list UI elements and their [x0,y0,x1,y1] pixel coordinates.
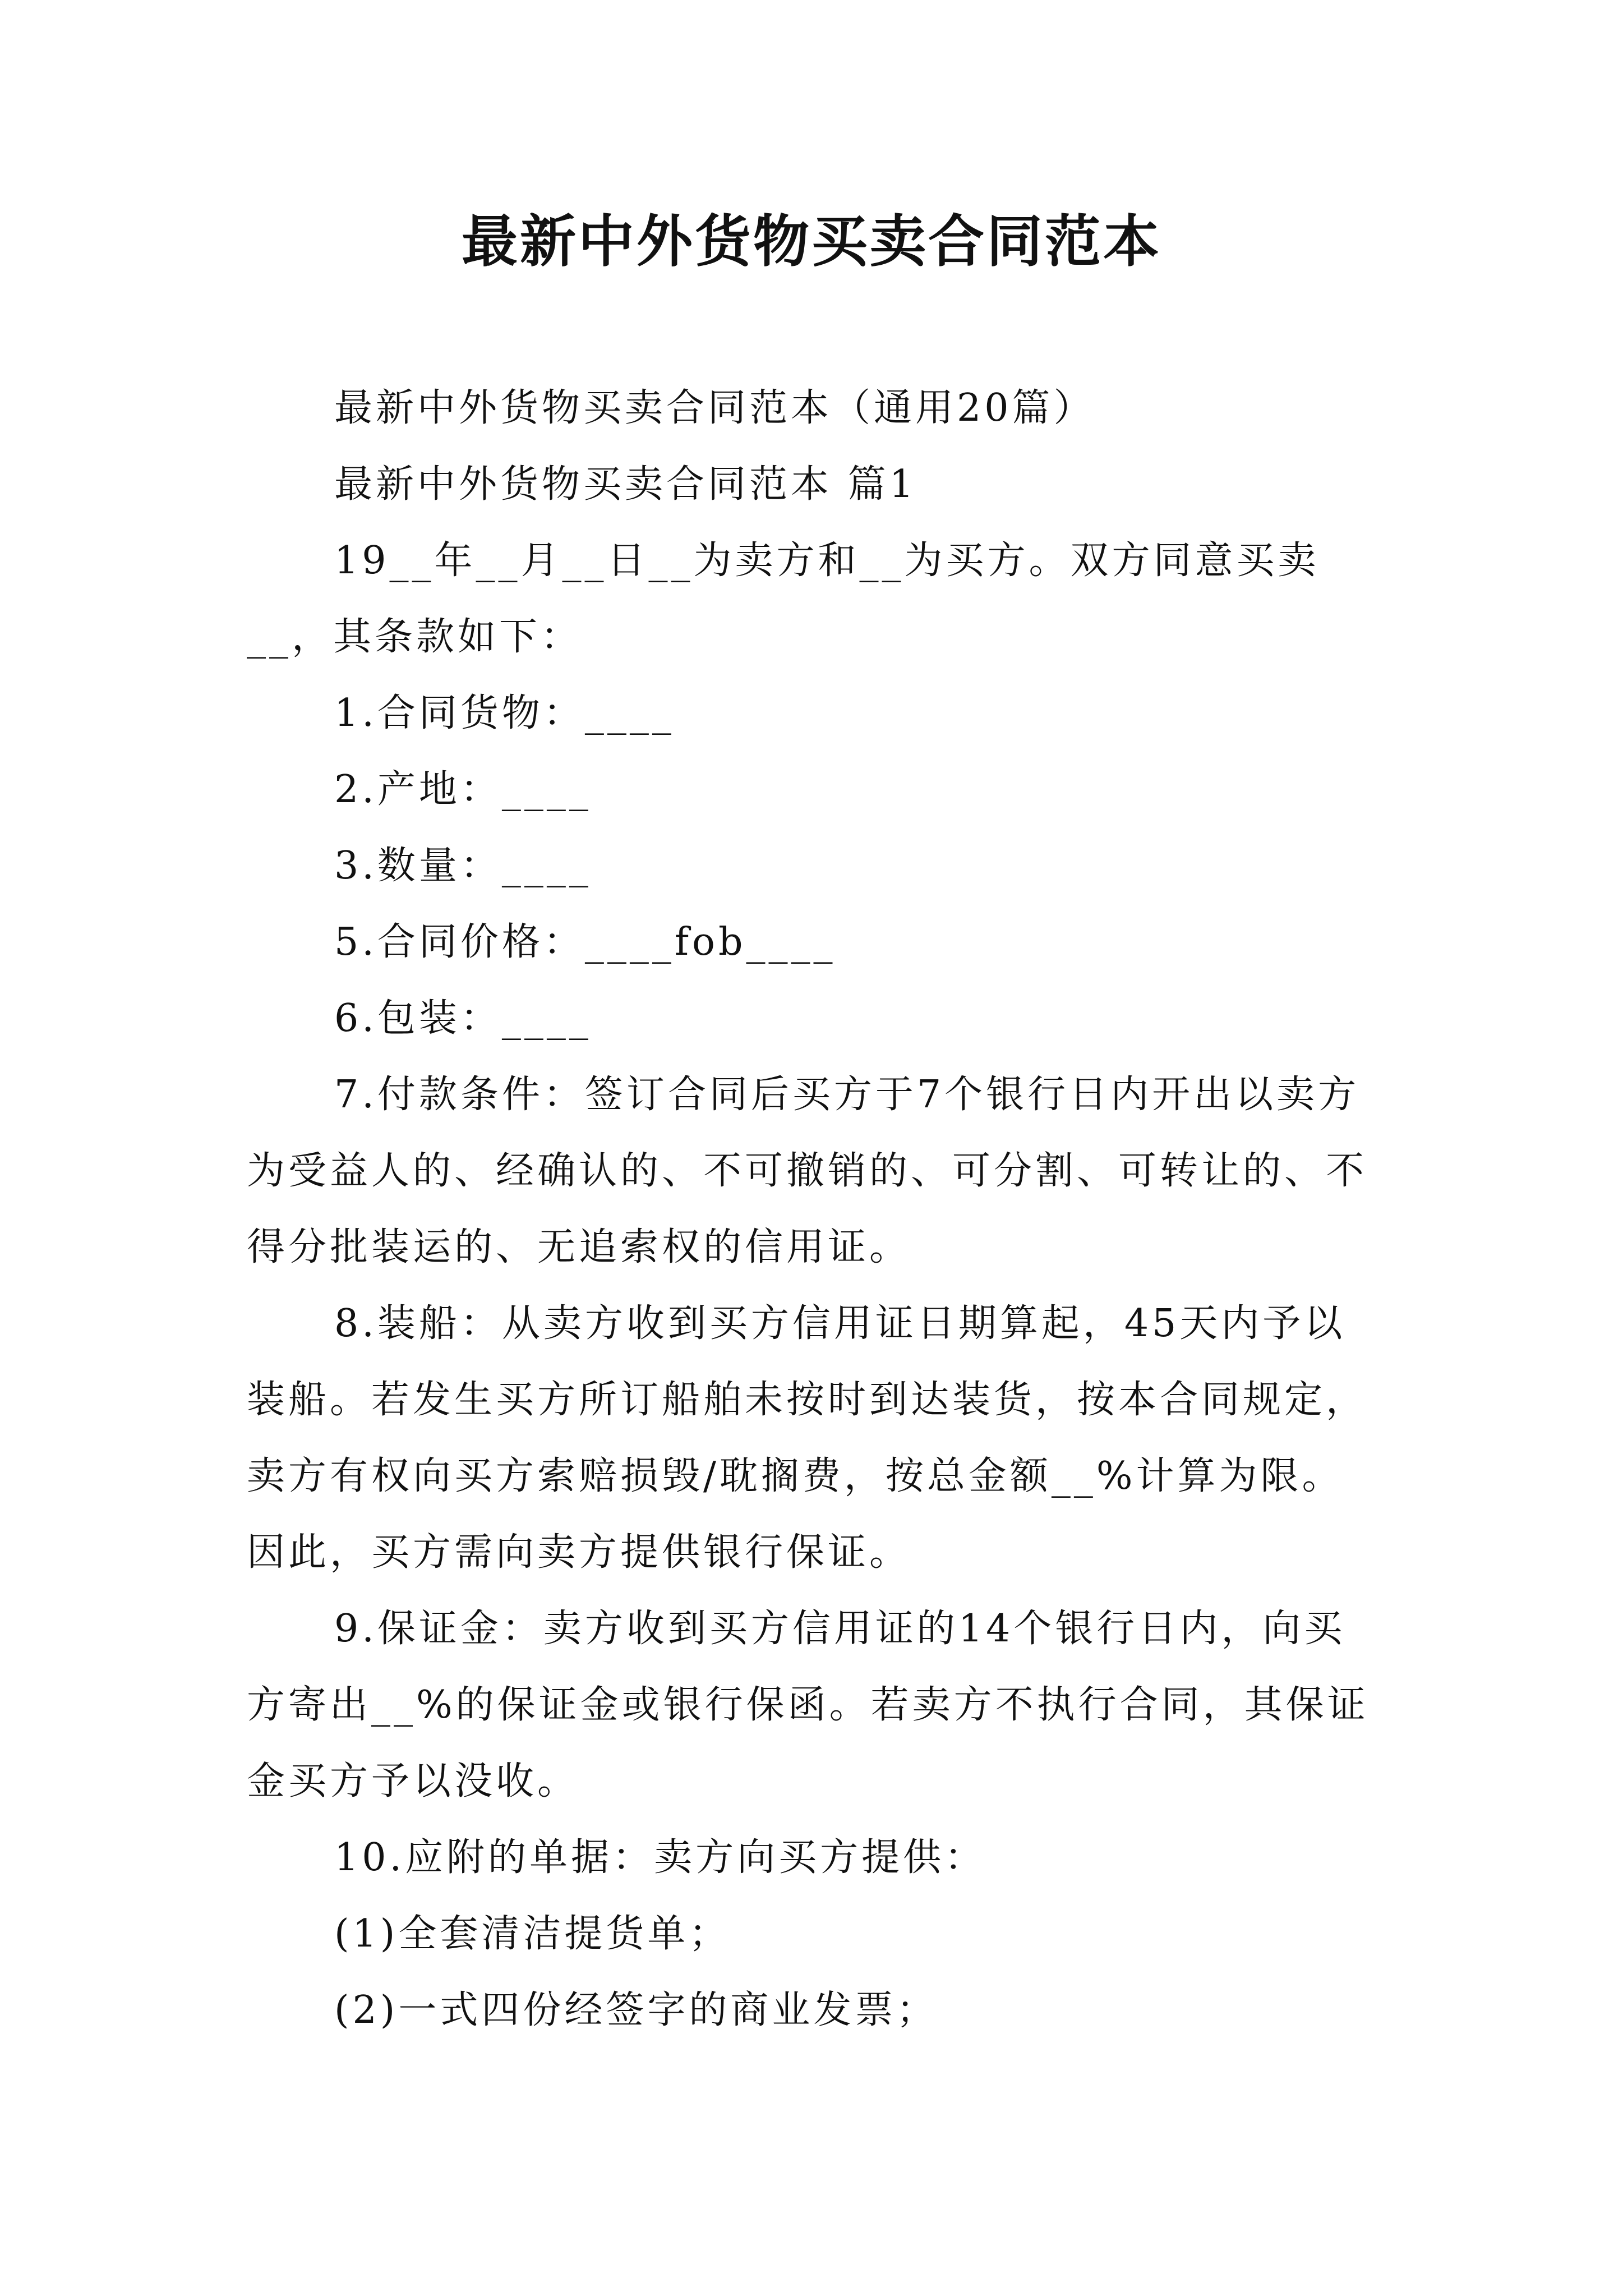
clause-deposit: 9.保证金：卖方收到买方信用证的14个银行日内，向买方寄出__%的保证金或银行保函。若卖方不执行合同，其保证金买方予以没收。 [247,1607,1369,1803]
clause-documents: 10.应附的单据：卖方向买方提供： [334,1835,986,1880]
document-item-2: (2)一式四份经签字的商业发票； [334,1988,938,2032]
document-title: 最新中外货物买卖合同范本 [462,208,1161,274]
document-item-1: (1)全套清洁提货单； [334,1912,731,1956]
clause-packing: 6.包装：____ [334,996,592,1041]
clause-payment: 7.付款条件：签订合同后买方于7个银行日内开出以卖方为受益人的、经确认的、不可撤销的、可分割、可转让的、不得分批装运的、无追索权的信用证。 [247,1073,1368,1269]
section-heading: 最新中外货物买卖合同范本 篇1 [334,462,917,507]
clause-price: 5.合同价格：____fob____ [334,920,836,964]
intro-paragraph: 19__年__月__日__为卖方和__为买方。双方同意买卖__，其条款如下： [247,539,1320,659]
clause-quantity: 3.数量：____ [334,844,592,888]
subtitle-paragraph: 最新中外货物买卖合同范本（通用20篇） [334,386,1095,430]
clause-goods: 1.合同货物：____ [334,691,675,735]
clause-origin: 2.产地：____ [334,767,592,812]
document-body [247,370,1380,2049]
clause-shipment: 8.装船：从卖方收到买方信用证日期算起，45天内予以装船。若发生买方所订船舶未按时到达装货，按本合同规定，卖方有权向买方索赔损毁/耽搁费，按总金额__%计算为限。因此，买方需向卖方提供银行保证。 [247,1301,1368,1575]
